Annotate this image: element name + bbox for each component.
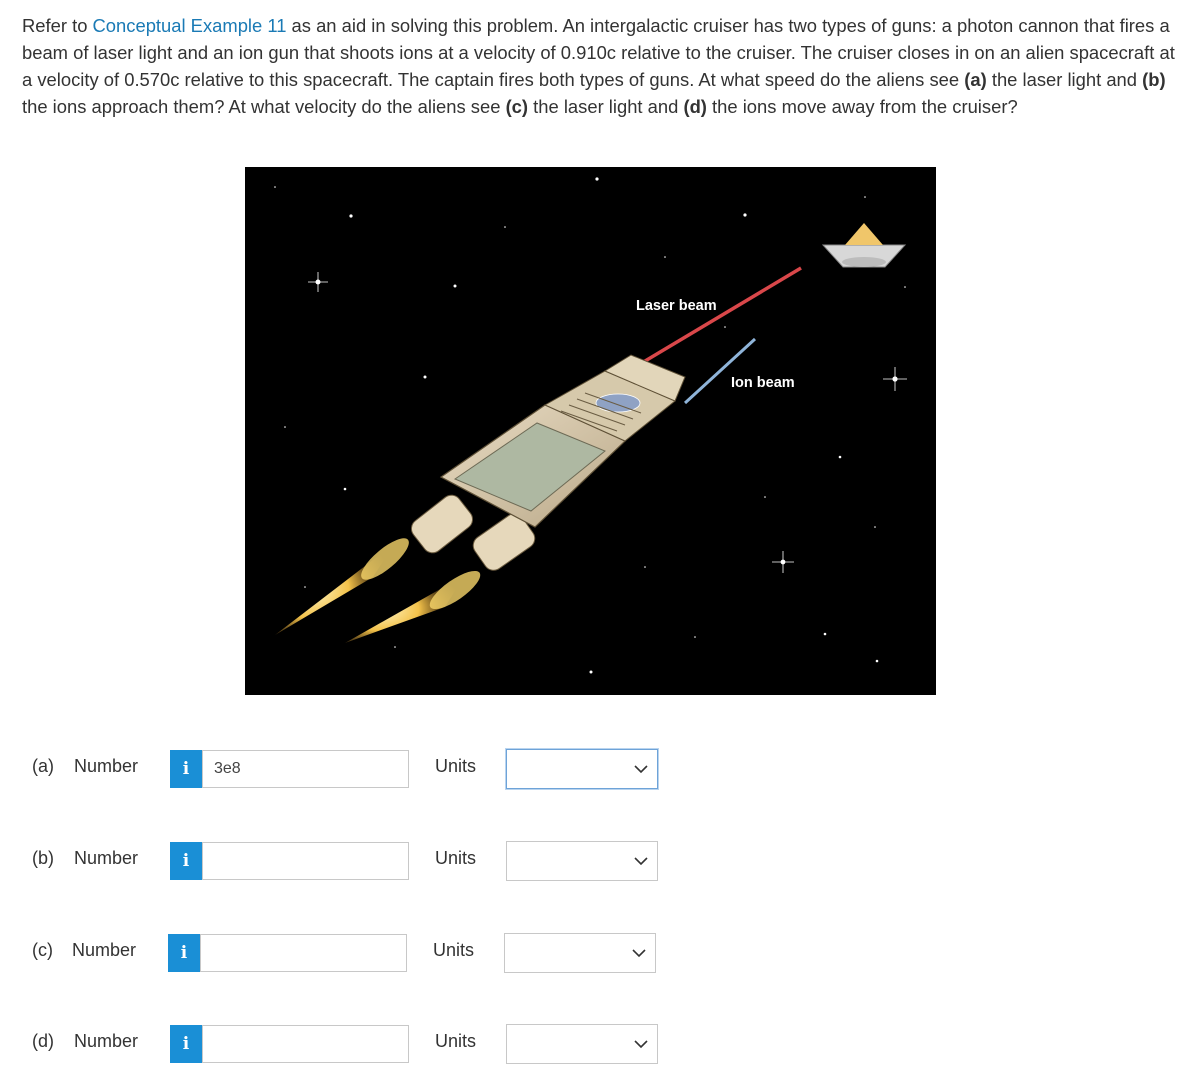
cruiser-illustration: [245, 167, 936, 695]
info-icon[interactable]: i: [168, 934, 200, 972]
ion-beam-label: Ion beam: [731, 375, 795, 391]
part-label: (a): [32, 756, 54, 776]
answer-row-b: [0, 840, 700, 882]
chevron-down-icon: [631, 946, 647, 960]
chevron-down-icon: [633, 762, 649, 776]
part-label: (d): [32, 1031, 54, 1051]
number-input-b[interactable]: [202, 842, 409, 880]
number-input-d[interactable]: [202, 1025, 409, 1063]
number-label: Number: [74, 1031, 139, 1051]
info-icon[interactable]: i: [170, 750, 202, 788]
info-icon[interactable]: i: [170, 842, 202, 880]
part-label: (c): [32, 940, 53, 960]
chevron-down-icon: [633, 1037, 649, 1051]
units-label: Units: [435, 848, 477, 868]
units-label: Units: [435, 756, 477, 776]
space-scene: [245, 167, 936, 695]
units-dropdown-d[interactable]: [506, 1024, 658, 1064]
units-label: Units: [435, 1031, 477, 1051]
number-input-c[interactable]: [200, 934, 407, 972]
number-label: Number: [72, 940, 137, 960]
number-label: Number: [74, 848, 139, 868]
units-label: Units: [433, 940, 475, 960]
laser-beam-label: Laser beam: [636, 298, 717, 314]
chevron-down-icon: [633, 854, 649, 868]
conceptual-example-link[interactable]: Conceptual Example 11: [92, 15, 287, 36]
units-dropdown-c[interactable]: [504, 933, 656, 973]
info-icon[interactable]: i: [170, 1025, 202, 1063]
answer-row-d: [0, 1023, 700, 1065]
part-label: (b): [32, 848, 54, 868]
units-dropdown-a[interactable]: [506, 749, 658, 789]
number-label: Number: [74, 756, 139, 776]
answer-row-a: [0, 748, 700, 790]
number-input-a[interactable]: [202, 750, 409, 788]
units-dropdown-b[interactable]: [506, 841, 658, 881]
answer-row-c: [0, 932, 700, 974]
question-text: Refer to Conceptual Example 11 as an aid in solving this problem. An intergalactic cruiser has two types of guns: a photon cannon that fires a beam of laser light and an ion gun that shoots ions at a velocity of 0.910c relative to the cruiser. The cruiser closes in on an alien spacecraft at a velocity of 0.570c relative to this spacecraft. The captain fires both types of guns. At what speed do the aliens see (a) the laser light and (b) the ions approach them? At what velocity do the aliens see (c) the laser light and (d) the ions move away from the cruiser?: [22, 15, 1175, 117]
